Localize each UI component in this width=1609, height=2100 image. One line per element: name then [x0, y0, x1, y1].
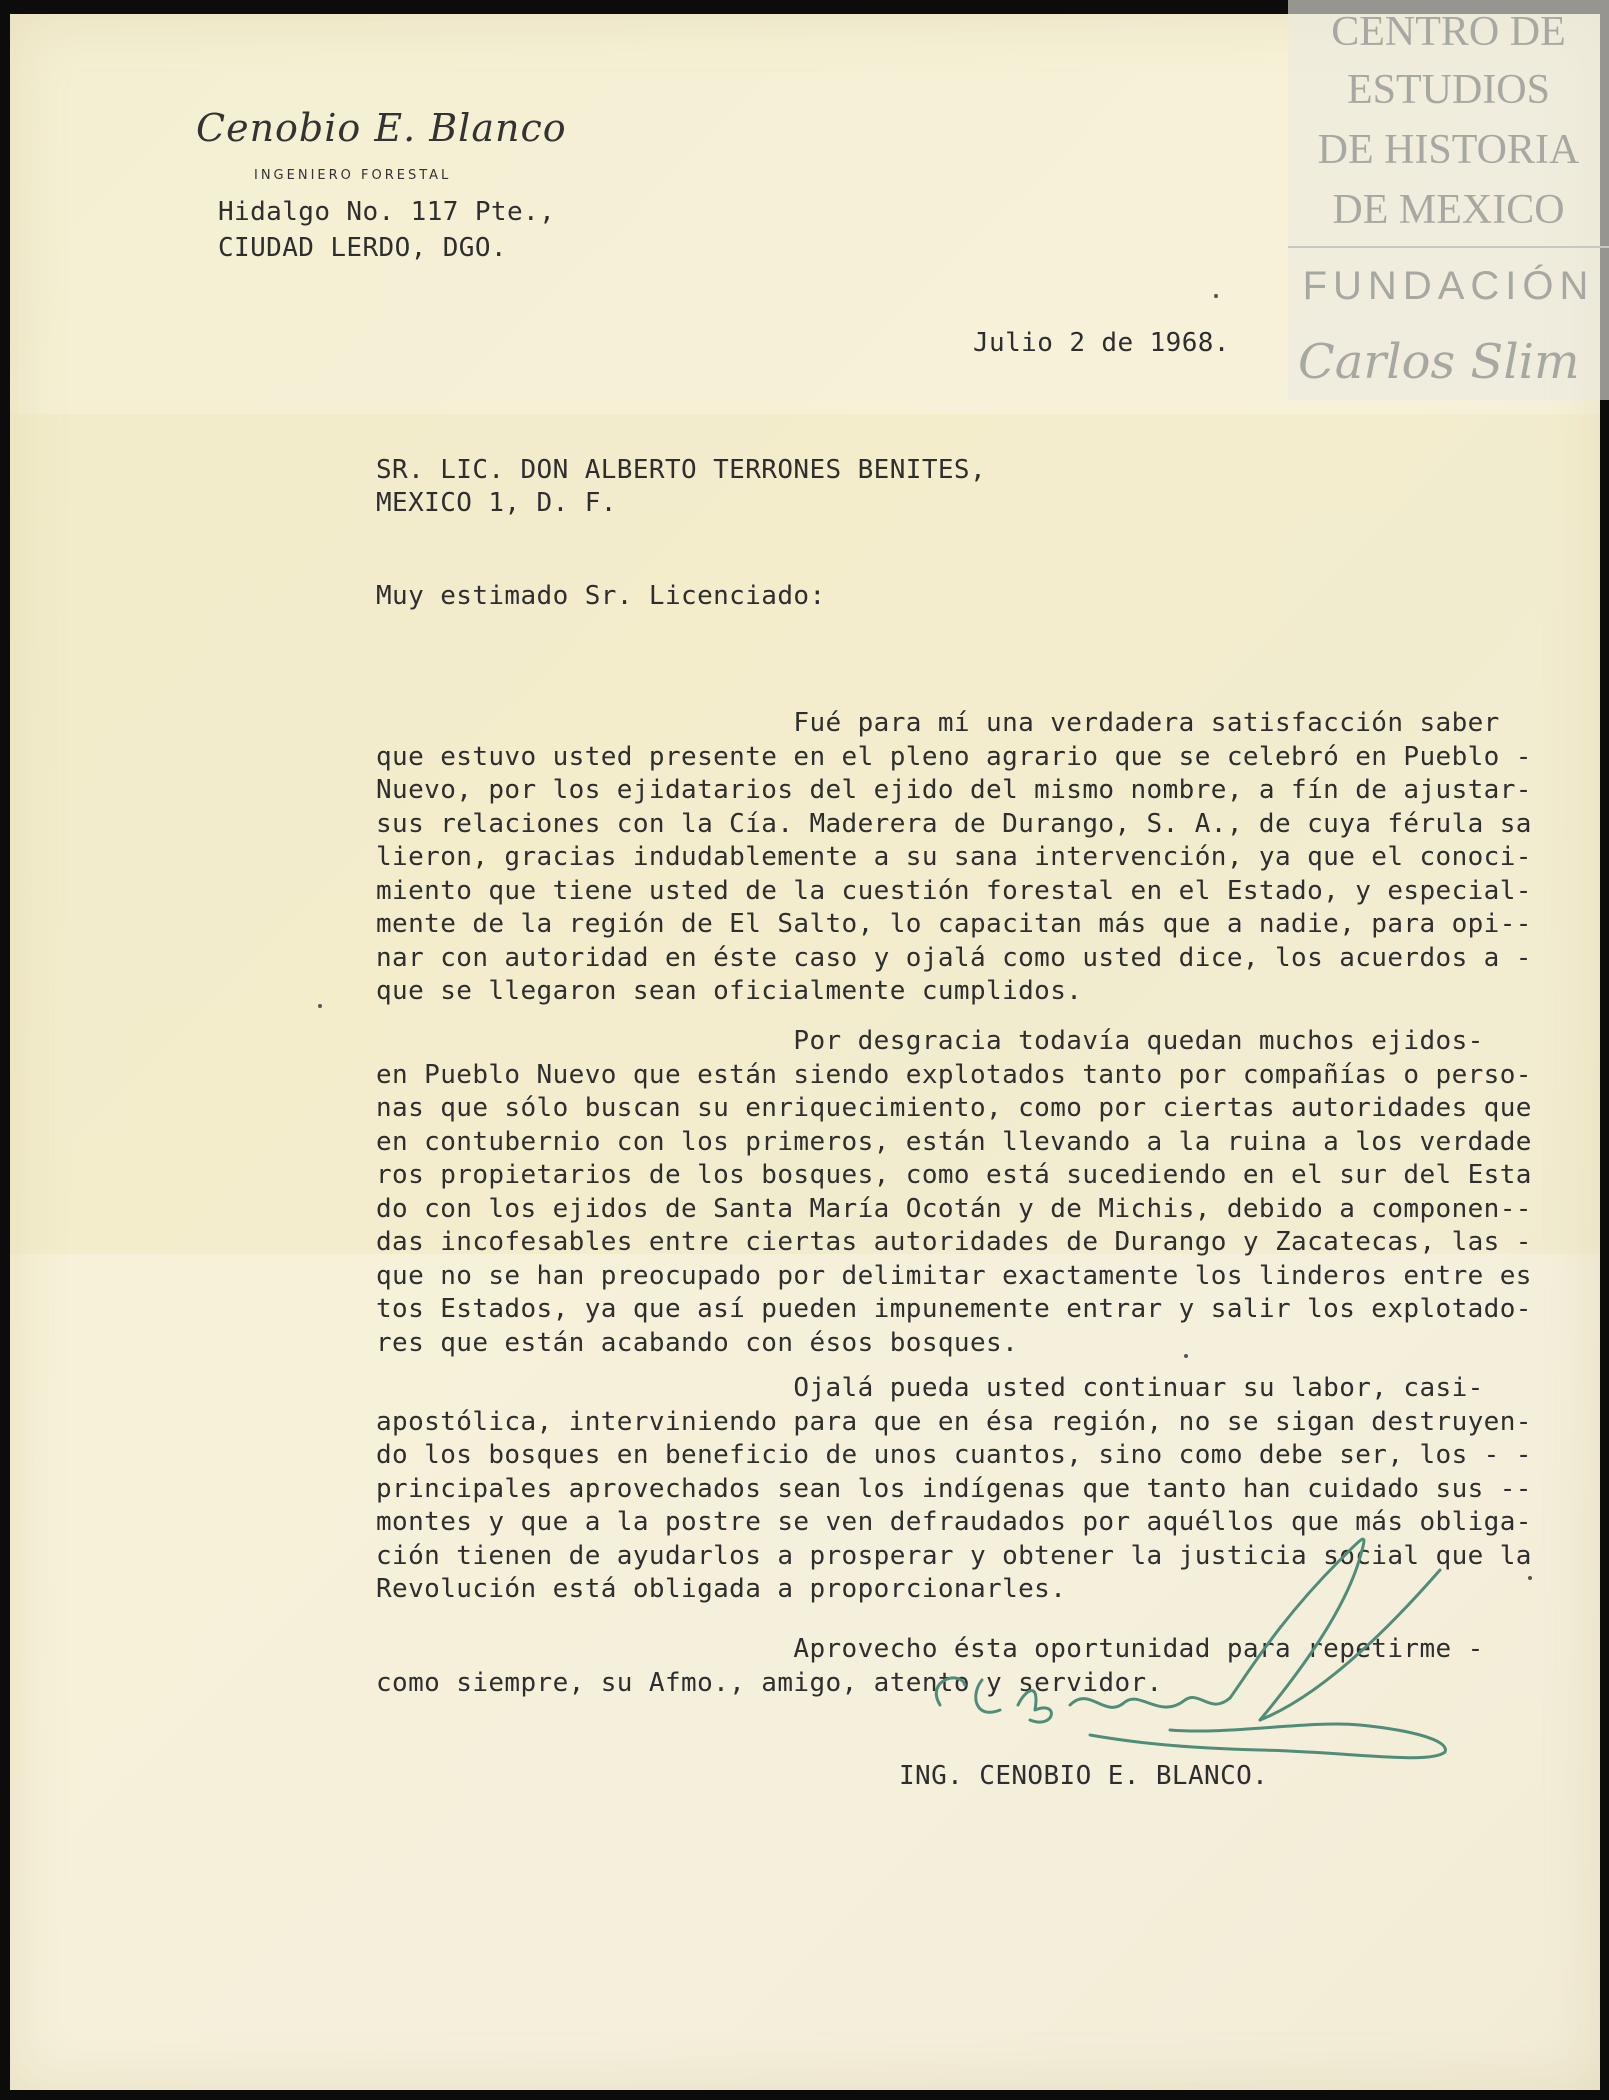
closing-paragraph: Aprovecho ésta oportunidad para repetirme - como siempre, su Afmo., amigo, atento y servidor.	[376, 1634, 1484, 1698]
recipient-name: SR. LIC. DON ALBERTO TERRONES BENITES,	[376, 455, 987, 485]
stamp-line-1: CENTRO DE	[1331, 9, 1566, 55]
letterhead-address-line2: CIUDAD LERDO, DGO.	[218, 233, 507, 263]
stamp-line-4: DE MEXICO	[1332, 187, 1565, 233]
body-paragraph-3: Ojalá pueda usted continuar su labor, casi- apostólica, interviniendo para que en ésa región, no se sigan destruyen- do los bosques en beneficio de unos cuantos, sino como debe ser, los - - principales aprovechados sean los indígenas que tanto han cuidado sus -- montes y que a la postre se ven defraudados por aquéllos que más obliga- ción tienen de ayudarlos a prosperar y obtener la justicia social que la Revolución está obligada a proporcionarles.	[376, 1373, 1532, 1604]
archive-watermark-stamp	[1288, 0, 1609, 400]
stamp-line-2: ESTUDIOS	[1346, 67, 1550, 113]
letterhead-title: INGENIERO FORESTAL	[254, 168, 452, 183]
stamp-carlos-slim-signature	[1288, 320, 1609, 400]
salutation: Muy estimado Sr. Licenciado:	[376, 581, 826, 611]
stamp-line-5: FUNDACIÓN	[1302, 264, 1595, 308]
signer-name: ING. CENOBIO E. BLANCO.	[899, 1761, 1269, 1791]
stamp-line-3: DE HISTORIA	[1317, 127, 1580, 173]
body-paragraph-1: Fué para mí una verdadera satisfacción saber que estuvo usted presente en el pleno agrario que se celebró en Pueblo - Nuevo, por los ejidatarios del ejido del mismo nombre, a fín de ajustar- sus relaciones con la Cía. Maderera de Durango, S. A., de cuya férula sa lieron, gracias indudablemente a su sana intervención, ya que el conoci- miento que tiene usted de la cuestión forestal en el Estado, y especial- mente de la región de El Salto, lo capacitan más que a nadie, para opi-- nar con autoridad en éste caso y ojalá como usted dice, los acuerdos a - que se llegaron sean oficialmente cumplidos.	[376, 708, 1532, 1006]
letterhead-name: Cenobio E. Blanco	[196, 106, 567, 150]
body-paragraph-2: Por desgracia todavía quedan muchos ejidos- en Pueblo Nuevo que están siendo explotados tanto por compañías o perso- nas que sólo buscan su enriquecimiento, como por ciertas autoridades que en contubernio con los primeros, están llevando a la ruina a los verdade ros propietarios de los bosques, como está sucediendo en el sur del Esta do con los ejidos de Santa María Ocotán y de Michis, debido a componen-- das incofesables entre ciertas autoridades de Durango y Zacatecas, las - que no se han preocupado por delimitar exactamente los linderos entre es tos Estados, ya que así pueden impunemente entrar y salir los explotado- res que están acabando con ésos bosques.	[376, 1026, 1532, 1358]
letter-date: Julio 2 de 1968.	[973, 328, 1230, 358]
stamp-signature-text: Carlos Slim	[1298, 334, 1580, 390]
stamp-divider	[1288, 246, 1609, 248]
recipient-address: MEXICO 1, D. F.	[376, 488, 617, 518]
letterhead-address-line1: Hidalgo No. 117 Pte.,	[218, 197, 556, 227]
